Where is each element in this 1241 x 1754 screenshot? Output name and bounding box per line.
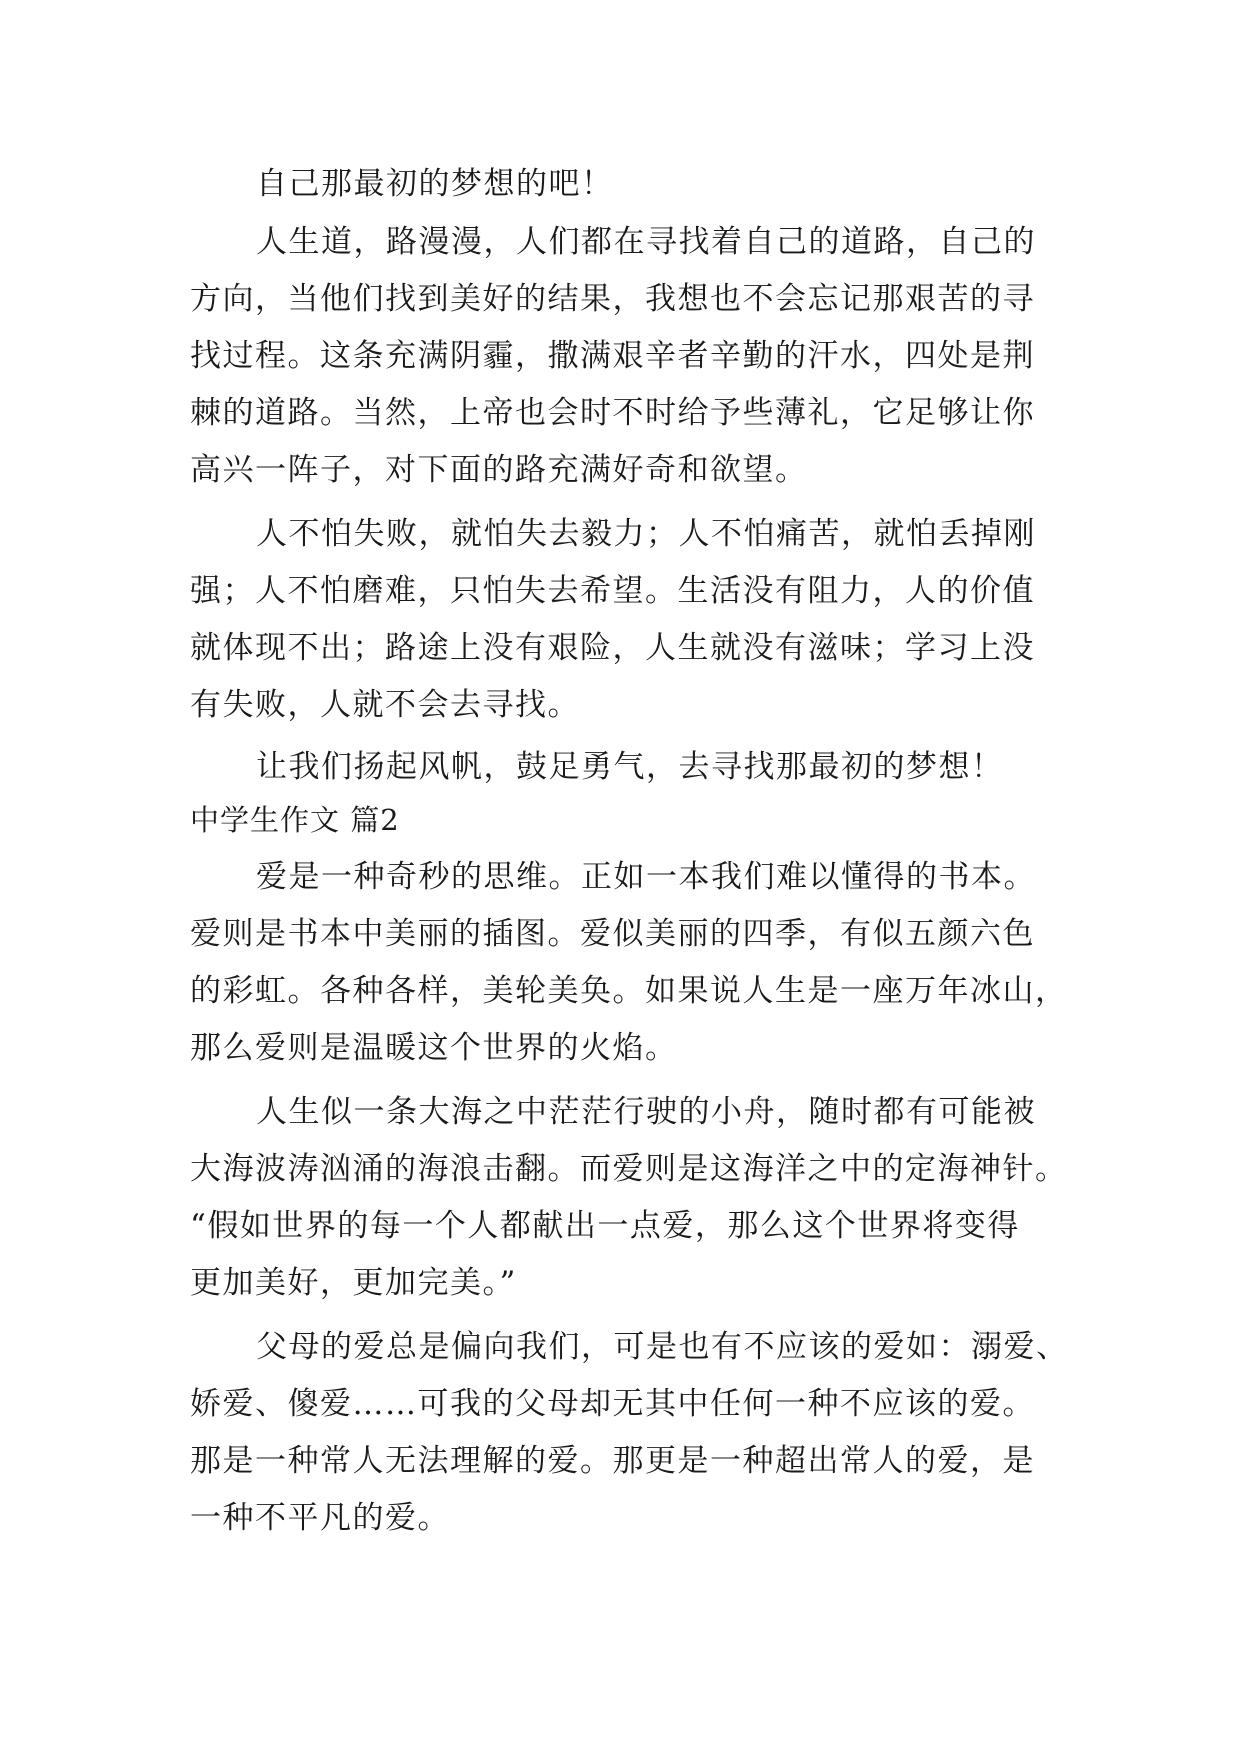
paragraph-first-line: 人生道，路漫漫，人们都在寻找着自己的道路，自己的 [256, 224, 1036, 260]
section-heading: 中学生作文 篇2 [190, 803, 400, 837]
paragraph-first-line: 人不怕失败，就怕失去毅力；人不怕痛苦，就怕丢掉刚 [256, 516, 1036, 552]
text-line: 有失败，人就不会去寻找。 [190, 687, 580, 723]
paragraph-first-line: 父母的爱总是偏向我们，可是也有不应该的爱如：溺爱、 [256, 1329, 1069, 1365]
text-line: 就体现不出；路途上没有艰险，人生就没有滋味；学习上没 [190, 630, 1035, 666]
paragraph-first-line: 人生似一条大海之中茫茫行驶的小舟，随时都有可能被 [256, 1094, 1036, 1130]
text-line: 自己那最初的梦想的吧！ [256, 166, 614, 202]
text-line: 找过程。这条充满阴霾，撒满艰辛者辛勤的汗水，四处是荆 [190, 338, 1035, 374]
text-line: 那么爱则是温暖这个世界的火焰。 [190, 1030, 678, 1066]
paragraph-first-line: 让我们扬起风帆，鼓足勇气，去寻找那最初的梦想！ [256, 749, 1004, 785]
text-line: 强；人不怕磨难，只怕失去希望。生活没有阻力，人的价值 [190, 573, 1035, 609]
text-line: 大海波涛汹涌的海浪击翻。而爱则是这海洋之中的定海神针。 [190, 1151, 1068, 1187]
text-line: 一种不平凡的爱。 [190, 1500, 450, 1536]
text-line: 棘的道路。当然，上帝也会时不时给予些薄礼，它足够让你 [190, 395, 1035, 431]
text-line: 更加美好，更加完美。” [190, 1265, 517, 1301]
text-line: “假如世界的每一个人都献出一点爱，那么这个世界将变得 [190, 1208, 1020, 1244]
text-line: 那是一种常人无法理解的爱。那更是一种超出常人的爱，是 [190, 1443, 1035, 1479]
text-line: 高兴一阵子，对下面的路充满好奇和欲望。 [190, 452, 808, 488]
text-line: 爱则是书本中美丽的插图。爱似美丽的四季，有似五颜六色 [190, 916, 1035, 952]
paragraph-first-line: 爱是一种奇秒的思维。正如一本我们难以懂得的书本。 [256, 859, 1036, 895]
text-line: 方向，当他们找到美好的结果，我想也不会忘记那艰苦的寻 [190, 281, 1035, 317]
text-line: 的彩虹。各种各样，美轮美奂。如果说人生是一座万年冰山， [190, 973, 1068, 1009]
text-line: 娇爱、傻爱……可我的父母却无其中任何一种不应该的爱。 [190, 1386, 1035, 1422]
